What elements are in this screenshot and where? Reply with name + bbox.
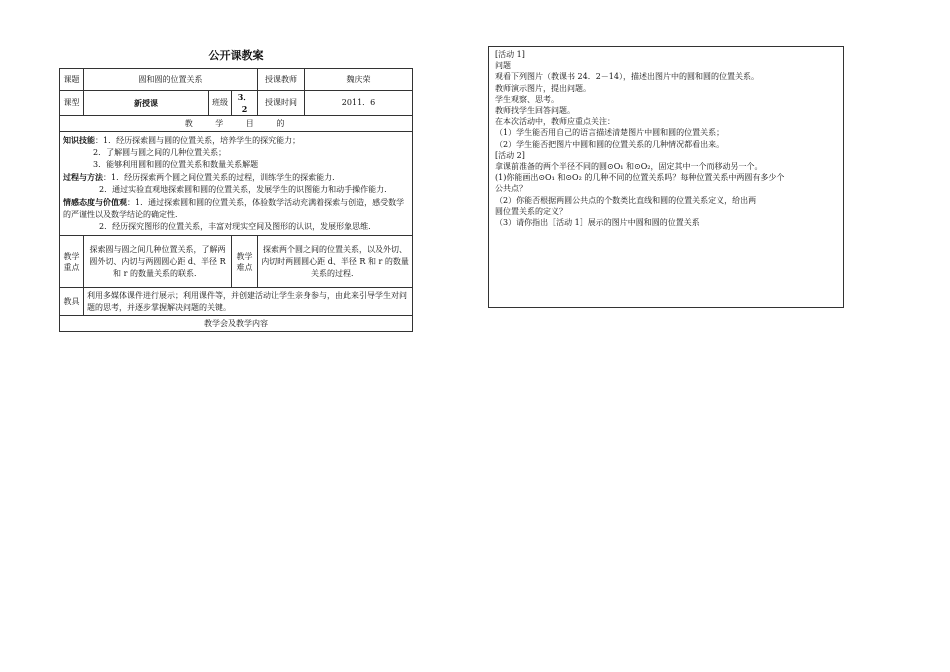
difficulties-text: 探索两个圆之间的位置关系，以及外切、内切时两圆圆心距 d、半径 R 和 r 的数量关系的过程． [258, 236, 413, 288]
tools-label: 教具 [60, 288, 84, 316]
activity-line: 公共点？ [495, 184, 527, 194]
activity-line: 拿课前准备的两个半径不同的圆⊙O₁ 和⊙O₂，固定其中一个而移动另一个。 [495, 162, 763, 172]
header-row-1 [60, 69, 413, 91]
teacher-value: 魏庆荣 [305, 69, 413, 91]
activity-line: 学生观察、思考。 [495, 94, 559, 104]
activity-line: 观看下列图片（教课书 24．2－14），描述出图片中的圆和圆的位置关系。 [495, 72, 759, 82]
tools-text: 利用多媒体课件进行展示；利用课件等，并创建活动让学生亲身参与，由此来引导学生对问题的思考，并逐步掌握解决问题的关键。 [84, 288, 413, 316]
objectives-cell [60, 132, 413, 236]
activity-line: （3）请你指出［活动 1］展示的图片中圆和圆的位置关系 [495, 218, 700, 228]
objectives-heading: 教 学 目 的 [60, 116, 413, 132]
activity-line: 教师演示图片，提出问题。 [495, 83, 591, 93]
knowledge-line-2: 2．了解圆与圆之间的几种位置关系； [93, 148, 227, 157]
process-heading-row [60, 316, 413, 332]
process-line-2: 2．通过实验直观地探索圆和圆的位置关系，发展学生的识图能力和动手操作能力． [99, 185, 393, 194]
key-points-text: 探索圆与圆之间几种位置关系，了解两圆外切、内切与两圆圆心距 d、半径 R 和 r 的数量关系的联系． [84, 236, 232, 288]
process-label: 过程与方法 [63, 172, 103, 182]
attitude-line-1 [63, 196, 409, 221]
lesson-plan-table [59, 68, 413, 332]
activity-line: （1）学生能否用自己的语言描述清楚图片中圆和圆的位置关系； [495, 128, 725, 138]
class-label: 班级 [209, 91, 232, 116]
header-row-2 [60, 91, 413, 116]
activity-line: （2）你能否根据两圆公共点的个数类比直线和圆的位置关系定义，给出两 [495, 195, 757, 205]
time-label: 授课时间 [258, 91, 305, 116]
topic-label: 课题 [60, 69, 84, 91]
activity-line: [活动 1] [495, 50, 525, 59]
knowledge-label: 知识技能 [63, 135, 95, 145]
attitude-label: 情感态度与价值观 [63, 197, 127, 207]
type-label: 课型 [60, 91, 84, 116]
activity-line: (1)你能画出⊙O₁ 和⊙O₂ 的几种不同的位置关系吗？每种位置关系中两圆有多少个 [495, 173, 785, 183]
activity-line: （2）学生能否把图片中圆和圆的位置关系的几种情况都看出来。 [495, 139, 725, 149]
page-title: 公开课教案 [208, 49, 264, 62]
knowledge-line-1 [63, 134, 409, 147]
objectives-heading-row [60, 116, 413, 132]
objectives-row [60, 132, 413, 236]
type-value: 新授课 [84, 91, 209, 116]
activity-line: 问题 [495, 61, 511, 71]
difficulties-label: 教学难点 [232, 236, 258, 288]
knowledge-line-3: 3．能够利用圆和圆的位置关系和数量关系解题 [93, 160, 259, 169]
topic-value: 圆和圆的位置关系 [84, 69, 258, 91]
key-difficulty-row [60, 236, 413, 288]
key-points-label: 教学重点 [60, 236, 84, 288]
knowledge-text-1: ：1．经历探索圆与圆的位置关系，培养学生的探究能力； [95, 136, 301, 145]
activity-line: [活动 2] [495, 150, 525, 160]
class-value: 3．2 [232, 91, 258, 116]
activity-line: 在本次活动中，教师应重点关注： [495, 117, 615, 127]
activity-line: 教师找学生回答问题。 [495, 106, 575, 116]
activity-line: 圆位置关系的定义？ [495, 206, 567, 216]
tools-row [60, 288, 413, 316]
attitude-line-2: 2．经历探究图形的位置关系，丰富对现实空间及图形的认识，发展形象思维． [99, 222, 377, 231]
time-value: 2011．6 [305, 91, 413, 116]
process-line-1 [63, 171, 409, 184]
process-text-1: ：1．经历探索两个圆之间位置关系的过程，训练学生的探索能力． [103, 173, 341, 182]
teacher-label: 授课教师 [258, 69, 305, 91]
attitude-text-1: ：1．通过探索圆和圆的位置关系，体验数学活动充满着探索与创造，感受数学的严谨性以及数学结论的确定性． [63, 198, 405, 219]
activity-box [488, 46, 844, 308]
process-heading: 教学会及教学内容 [60, 316, 413, 332]
